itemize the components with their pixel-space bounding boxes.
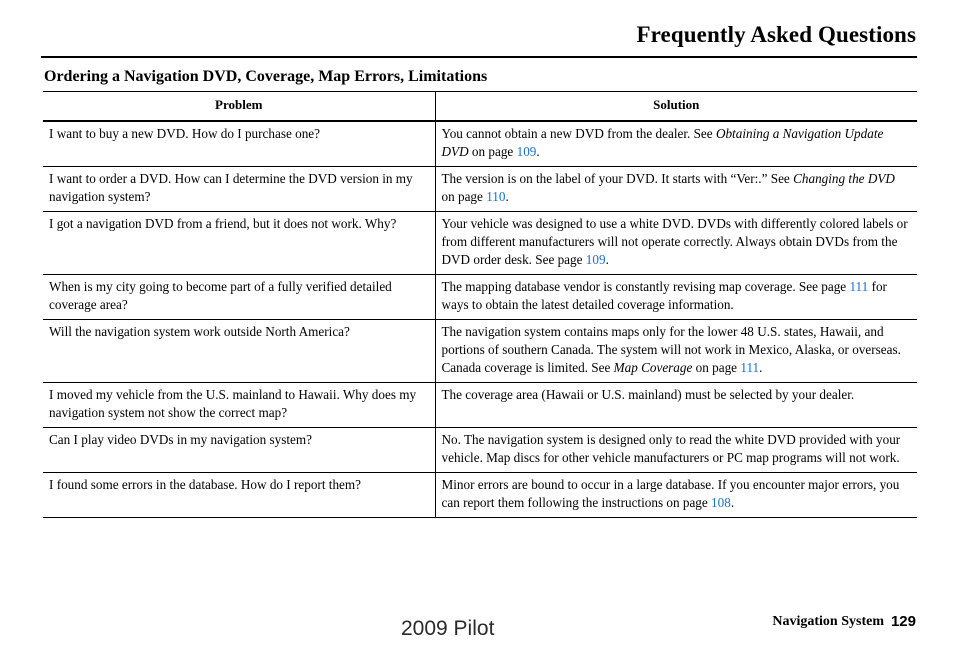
solution-text: . (536, 144, 540, 159)
section-reference: Obtaining a Navigation Update DVD (441, 126, 884, 159)
section-reference: Changing the DVD (793, 171, 895, 186)
solution-text: . (759, 360, 763, 375)
page-reference-link[interactable]: 111 (740, 360, 760, 375)
problem-cell: Will the navigation system work outside North America? (43, 320, 435, 383)
problem-cell: I want to buy a new DVD. How do I purchase one? (43, 121, 435, 167)
page-reference-link[interactable]: 110 (486, 189, 506, 204)
solution-text: Your vehicle was designed to use a white DVD. DVDs with differently colored labels or from different manufacturers will not operate correctly. Always obtain DVDs from the DVD order desk. See page (441, 216, 908, 267)
page-reference-link[interactable]: 109 (585, 252, 606, 267)
solution-cell (435, 473, 917, 518)
solution-cell (435, 121, 917, 167)
solution-text: The navigation system contains maps only for the lower 48 U.S. states, Hawaii, and portions of southern Canada. The system will not work in Mexico, Alaska, or overseas. Canada coverage is limited. See (441, 324, 901, 375)
solution-text: on page (692, 360, 741, 375)
page-number: 129 (890, 613, 916, 630)
faq-table-body (43, 121, 917, 518)
column-header-solution: Solution (435, 92, 917, 122)
solution-cell (435, 383, 917, 428)
title-rule (41, 56, 917, 58)
page-reference-link[interactable]: 111 (849, 279, 869, 294)
page-reference-link[interactable]: 109 (516, 144, 537, 159)
solution-text: for ways to obtain the latest detailed coverage information. (441, 279, 887, 312)
footer-label: Navigation System (772, 614, 884, 629)
solution-text: on page (441, 189, 487, 204)
solution-text: . (605, 252, 609, 267)
table-header-row (43, 92, 917, 122)
page-title: Frequently Asked Questions (636, 22, 916, 47)
page-reference-link[interactable]: 108 (711, 495, 731, 510)
problem-cell: I got a navigation DVD from a friend, but it does not work. Why? (43, 212, 435, 275)
solution-text: No. The navigation system is designed only to read the white DVD provided with your vehicle. Map discs for other vehicle manufacturers or PC map programs will not work. (441, 432, 901, 465)
section-reference: Map Coverage (613, 360, 693, 375)
solution-cell (435, 212, 917, 275)
solution-text: You cannot obtain a new DVD from the dealer. See (441, 126, 716, 141)
section-heading: Ordering a Navigation DVD, Coverage, Map Errors, Limitations (44, 68, 488, 85)
table-row (43, 121, 917, 167)
table-row (43, 212, 917, 275)
table-row (43, 167, 917, 212)
column-header-problem: Problem (43, 92, 435, 122)
table-row (43, 428, 917, 473)
problem-cell: When is my city going to become part of a fully verified detailed coverage area? (43, 275, 435, 320)
solution-cell (435, 275, 917, 320)
table-row (43, 275, 917, 320)
solution-text: The coverage area (Hawaii or U.S. mainland) must be selected by your dealer. (441, 387, 855, 402)
solution-text: . (730, 495, 735, 510)
solution-text: The mapping database vendor is constantly revising map coverage. See page (441, 279, 850, 294)
solution-cell (435, 320, 917, 383)
solution-text: The version is on the label of your DVD. It starts with “Ver:.” See (441, 171, 794, 186)
solution-text: Minor errors are bound to occur in a large database. If you encounter major errors, you can report them following the instructions on page (441, 477, 900, 510)
problem-cell: I want to order a DVD. How can I determine the DVD version in my navigation system? (43, 167, 435, 212)
table-row (43, 320, 917, 383)
solution-cell (435, 167, 917, 212)
table-row (43, 473, 917, 518)
problem-cell: Can I play video DVDs in my navigation system? (43, 428, 435, 473)
table-row (43, 383, 917, 428)
solution-text: . (505, 189, 509, 204)
watermark: 2009 Pilot (401, 617, 495, 640)
problem-cell: I moved my vehicle from the U.S. mainland to Hawaii. Why does my navigation system not show the correct map? (43, 383, 435, 428)
solution-text: on page (468, 144, 517, 159)
problem-cell: I found some errors in the database. How do I report them? (43, 473, 435, 518)
faq-table (43, 91, 917, 518)
solution-cell (435, 428, 917, 473)
